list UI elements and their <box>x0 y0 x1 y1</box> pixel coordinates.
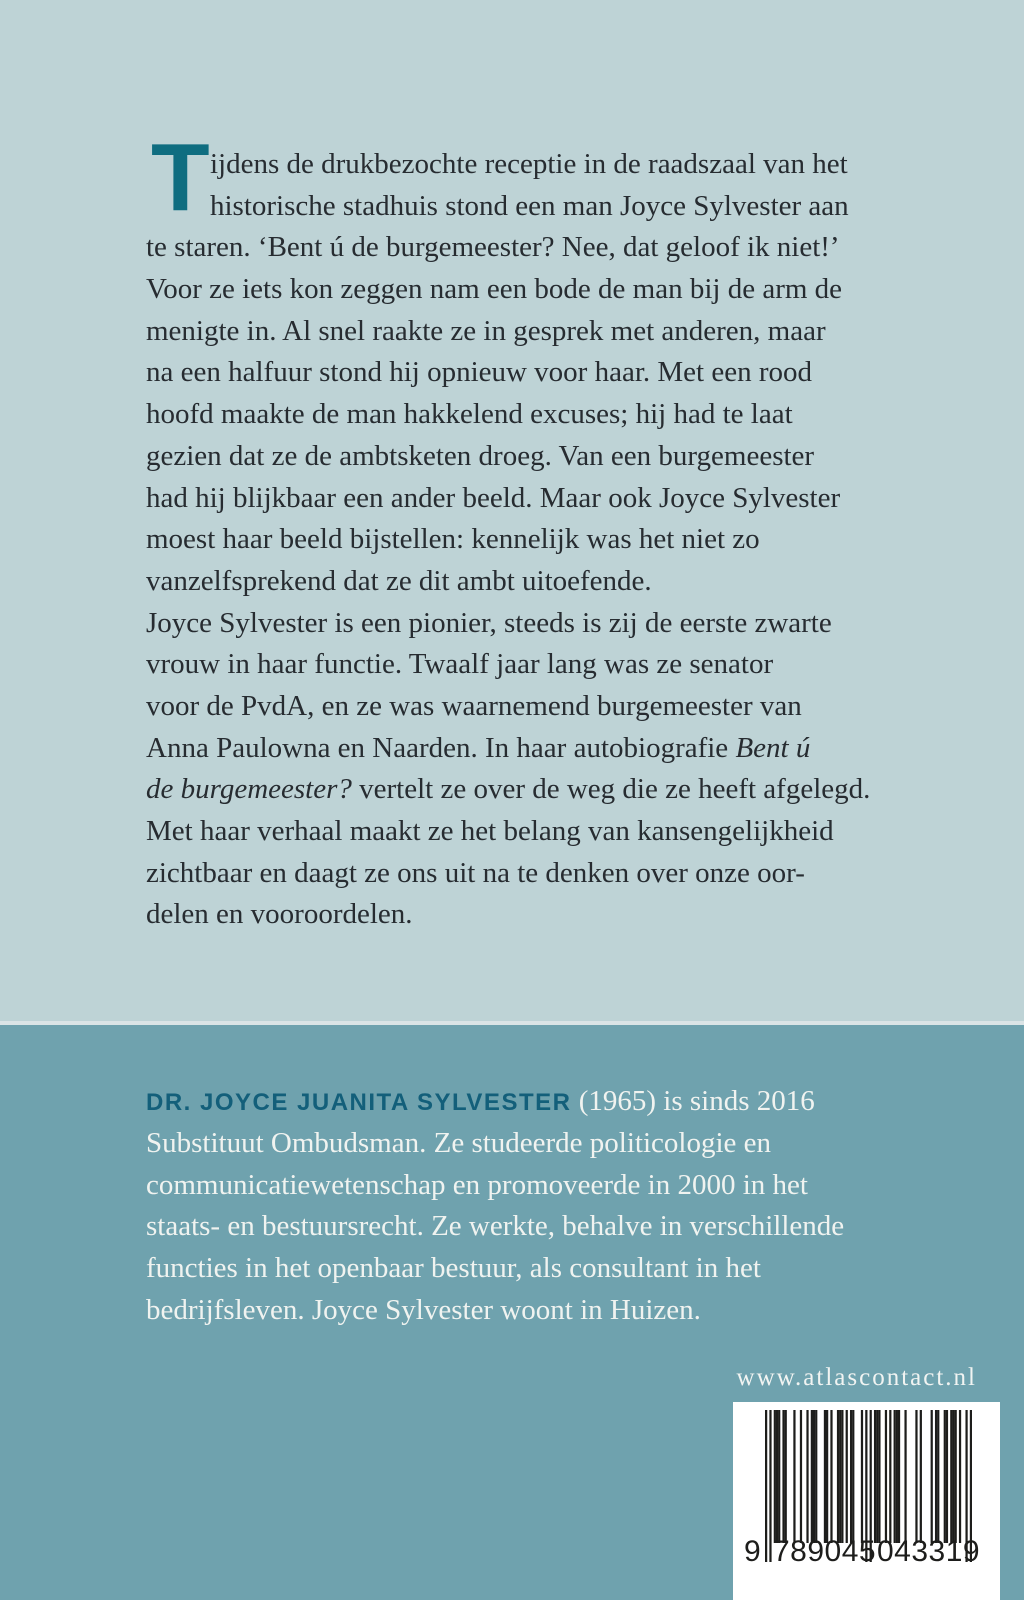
synopsis-line <box>146 603 876 645</box>
synopsis-line <box>146 227 876 269</box>
synopsis-line-text: delen en vooroordelen. <box>146 898 413 931</box>
synopsis-line-text: vanzelfsprekend dat ze dit ambt uitoefende. <box>146 564 652 597</box>
synopsis-line <box>146 811 876 853</box>
barcode-digit-group: 9 <box>744 1535 761 1568</box>
synopsis-line <box>146 436 876 478</box>
bio-line: Substituut Ombudsman. Ze studeerde politicologie en <box>146 1126 772 1159</box>
synopsis-line-text: Voor ze iets kon zeggen nam een bode de man bij de arm de <box>146 273 843 306</box>
synopsis-line-text: te staren. ‘Bent ú de burgemeester? Nee, dat geloof ik niet!’ <box>146 231 840 264</box>
bio-line: staats- en bestuursrecht. Ze werkte, behalve in verschillende <box>146 1210 845 1243</box>
synopsis-line-text: historische stadhuis stond een man Joyce Sylvester aan <box>210 189 849 222</box>
synopsis-line <box>146 478 876 520</box>
synopsis-line <box>146 853 876 895</box>
synopsis-line-text: vrouw in haar functie. Twaalf jaar lang was ze senator <box>146 648 774 681</box>
synopsis-line <box>146 728 876 770</box>
synopsis-line <box>146 769 876 811</box>
synopsis-line <box>146 352 876 394</box>
drop-cap-letter: T <box>151 124 210 231</box>
synopsis-line-text: voor de PvdA, en ze was waarnemend burgemeester van <box>146 689 802 722</box>
synopsis-line-text: Anna Paulowna en Naarden. In haar autobiografie <box>146 731 736 764</box>
synopsis-line-text: menigte in. Al snel raakte ze in gesprek met anderen, maar <box>146 314 826 347</box>
publisher-website: www.atlascontact.nl <box>736 1364 977 1391</box>
synopsis-text-block <box>146 144 876 936</box>
synopsis-line <box>146 269 876 311</box>
synopsis-line <box>146 686 876 728</box>
bio-line <box>146 1081 906 1123</box>
author-bio-block <box>146 1081 906 1332</box>
book-title-italic: Bent ú <box>735 731 811 764</box>
synopsis-line <box>146 394 876 436</box>
synopsis-line-text: ijdens de drukbezochte receptie in de raadszaal van het <box>210 148 848 180</box>
synopsis-line <box>146 644 876 686</box>
synopsis-line <box>146 311 876 353</box>
barcode-digit-group: 043319 <box>877 1535 981 1568</box>
synopsis-line-text: gezien dat ze de ambtsketen droeg. Van een burgemeester <box>146 439 815 472</box>
synopsis-line <box>146 561 876 603</box>
synopsis-line-text: Joyce Sylvester is een pionier, steeds is zij de eerste zwarte <box>146 606 832 639</box>
barcode-digit-group: 789045 <box>773 1535 877 1568</box>
synopsis-line <box>146 144 876 186</box>
bio-line: functies in het openbaar bestuur, als consultant in het <box>146 1252 761 1285</box>
synopsis-line-text: Met haar verhaal maakt ze het belang van kansengelijkheid <box>146 815 834 847</box>
synopsis-line-text: moest haar beeld bijstellen: kennelijk was het niet zo <box>146 523 760 556</box>
bio-line: communicatiewetenschap en promoveerde in 2000 in het <box>146 1168 808 1201</box>
synopsis-line <box>146 186 876 228</box>
book-title-italic: de burgemeester? <box>146 773 352 806</box>
synopsis-line <box>146 894 876 936</box>
synopsis-line-text: na een halfuur stond hij opnieuw voor haar. Met een rood <box>146 356 813 389</box>
author-name: DR. JOYCE JUANITA SYLVESTER <box>146 1089 572 1116</box>
bio-line: bedrijfsleven. Joyce Sylvester woont in Huizen. <box>146 1293 701 1326</box>
synopsis-line <box>146 519 876 561</box>
synopsis-line-text: hoofd maakte de man hakkelend excuses; hij had te laat <box>146 398 793 431</box>
synopsis-line-text: vertelt ze over de weg die ze heeft afgelegd. <box>351 773 871 806</box>
synopsis-line-text: zichtbaar en daagt ze ons uit na te denken over onze oor- <box>146 856 805 889</box>
barcode <box>733 1402 1000 1600</box>
synopsis-line-text: had hij blijkbaar een ander beeld. Maar ook Joyce Sylvester <box>146 481 841 514</box>
bio-intro-text: (1965) is sinds 2016 <box>571 1085 815 1117</box>
